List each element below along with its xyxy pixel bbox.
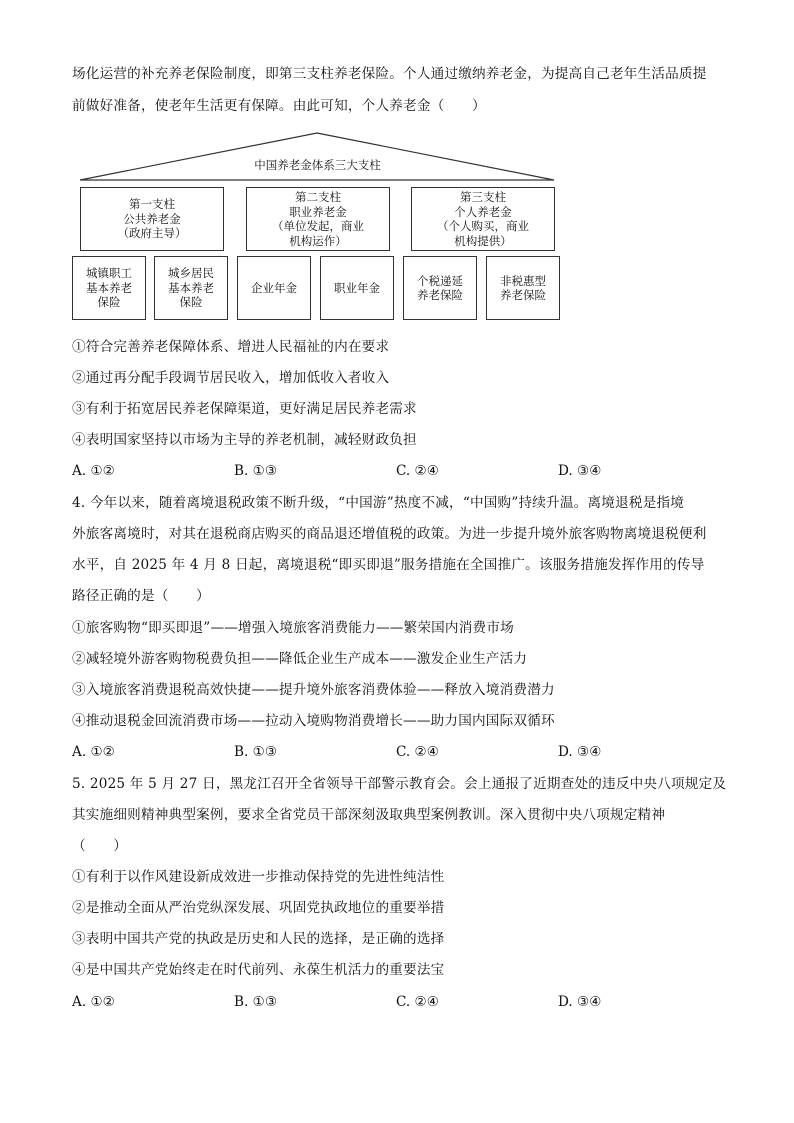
item-box-3 bbox=[237, 256, 311, 320]
q5-statement-1: ①有利于以作风建设新成效进一步推动保持党的先进性纯洁性 bbox=[72, 869, 445, 885]
item-box-5 bbox=[403, 256, 477, 320]
pillar-3-box bbox=[411, 187, 555, 251]
item-label-6: 非税惠型 养老保险 bbox=[500, 273, 546, 302]
item-label-2: 城乡居民 基本养老 保险 bbox=[168, 266, 214, 310]
q4-stem-line-3: 水平，自 2025 年 4 月 8 日起，离境退税“即买即退”服务措施在全国推广。该服务措施发挥作用的传导 bbox=[72, 557, 705, 573]
item-box-1 bbox=[72, 256, 146, 320]
q5-statement-4: ④是中国共产党始终走在时代前列、永葆生机活力的重要法宝 bbox=[72, 962, 445, 978]
q4-statement-3: ③入境旅客消费退税高效快捷——提升境外旅客消费体验——释放入境消费潜力 bbox=[72, 682, 555, 698]
q3-option-a: A. ①② bbox=[72, 463, 115, 479]
q3-option-b: B. ①③ bbox=[234, 463, 278, 479]
q5-stem-line-3: （ ） bbox=[72, 838, 128, 854]
q4-stem-line-2: 外旅客离境时，对其在退税商店购买的商品退还增值税的政策。为进一步提升境外旅客购物离境退税便利 bbox=[72, 526, 707, 542]
item-box-4 bbox=[320, 256, 394, 320]
pillar-3-label: 第三支柱 个人养老金 （个人购买，商业 机构提供） bbox=[437, 190, 529, 248]
q4-stem-line-4: 路径正确的是（ ） bbox=[72, 588, 210, 604]
q4-option-c: C. ②④ bbox=[396, 744, 439, 760]
q4-option-d: D. ③④ bbox=[558, 744, 602, 760]
item-box-6 bbox=[486, 256, 560, 320]
q5-stem-line-2: 其实施细则精神典型案例，要求全省党员干部深刻汲取典型案例教训。深入贯彻中央八项规定精神 bbox=[72, 807, 666, 823]
q3-statement-4: ④表明国家坚持以市场为主导的养老机制，减轻财政负担 bbox=[72, 432, 417, 448]
q5-statement-3: ③表明中国共产党的执政是历史和人民的选择，是正确的选择 bbox=[72, 931, 445, 947]
roof-title: 中国养老金体系三大支柱 bbox=[254, 158, 381, 172]
q3-stem-line-2: 前做好准备，使老年生活更有保障。由此可知，个人养老金（ ） bbox=[72, 98, 486, 114]
q4-statement-1: ①旅客购物“即买即退”——增强入境旅客消费能力——繁荣国内消费市场 bbox=[72, 620, 514, 636]
item-label-4: 职业年金 bbox=[334, 280, 380, 295]
q3-statement-2: ②通过再分配手段调节居民收入，增加低收入者收入 bbox=[72, 370, 390, 386]
item-label-1: 城镇职工 基本养老 保险 bbox=[86, 266, 132, 310]
pillar-1-label: 第一支柱 公共养老金 （政府主导） bbox=[117, 197, 187, 241]
q5-option-c: C. ②④ bbox=[396, 994, 439, 1010]
item-box-2 bbox=[154, 256, 228, 320]
q3-option-d: D. ③④ bbox=[558, 463, 602, 479]
q3-statement-3: ③有利于拓宽居民养老保障渠道，更好满足居民养老需求 bbox=[72, 401, 417, 417]
pillar-2-label: 第二支柱 职业养老金 （单位发起，商业 机构运作） bbox=[272, 190, 364, 248]
q3-option-c: C. ②④ bbox=[396, 463, 439, 479]
q5-option-d: D. ③④ bbox=[558, 994, 602, 1010]
pillar-2-box bbox=[246, 187, 390, 251]
q4-statement-2: ②减轻境外游客购物税费负担——降低企业生产成本——激发企业生产活力 bbox=[72, 651, 528, 667]
q5-option-a: A. ①② bbox=[72, 994, 115, 1010]
q4-option-a: A. ①② bbox=[72, 744, 115, 760]
q5-option-b: B. ①③ bbox=[234, 994, 278, 1010]
q4-option-b: B. ①③ bbox=[234, 744, 278, 760]
item-label-5: 个税递延 养老保险 bbox=[417, 273, 463, 302]
q3-stem-line-1: 场化运营的补充养老保险制度，即第三支柱养老保险。个人通过缴纳养老金，为提高自己老年生活品质提 bbox=[72, 66, 707, 82]
q4-stem-line-1: 4. 今年以来，随着离境退税政策不断升级，“中国游”热度不减，“中国购”持续升温。离境退税是指境 bbox=[72, 495, 685, 511]
q4-statement-4: ④推动退税金回流消费市场——拉动入境购物消费增长——助力国内国际双循环 bbox=[72, 713, 555, 729]
q5-statement-2: ②是推动全面从严治党纵深发展、巩固党执政地位的重要举措 bbox=[72, 900, 445, 916]
item-label-3: 企业年金 bbox=[251, 280, 297, 295]
pillar-1-box bbox=[80, 187, 224, 251]
q3-statement-1: ①符合完善养老保障体系、增进人民福祉的内在要求 bbox=[72, 339, 390, 355]
pension-pillars-diagram bbox=[70, 130, 565, 325]
q5-stem-line-1: 5. 2025 年 5 月 27 日，黑龙江召开全省领导干部警示教育会。会上通报了近期查处的违反中央八项规定及 bbox=[72, 776, 727, 792]
